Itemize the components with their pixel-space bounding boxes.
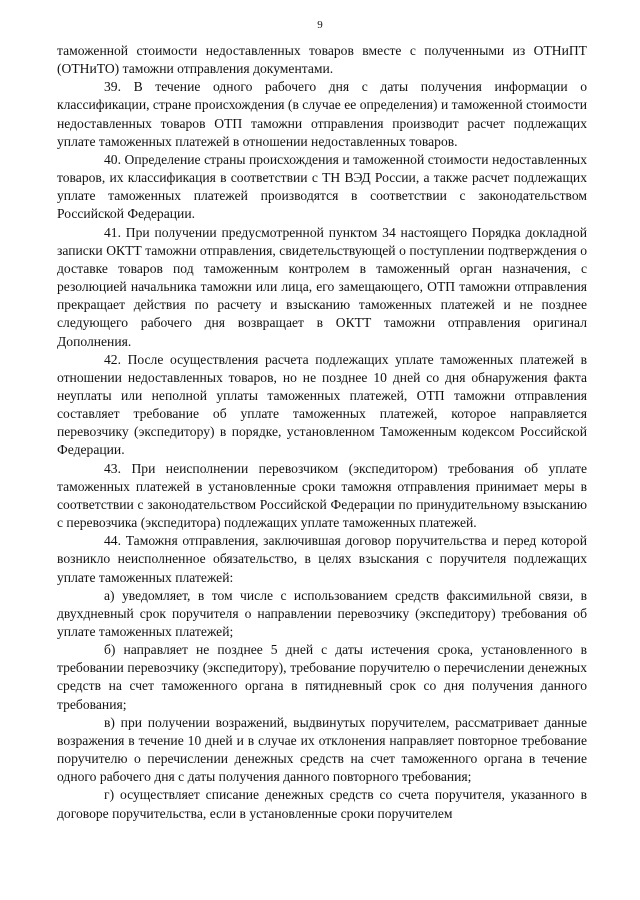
paragraph-continuation: таможенной стоимости недоставленных товаров вместе с полученными из ОТНиПТ (ОТНиТО) таможни отправления документами. bbox=[57, 43, 587, 77]
paragraph-43: 43. При неисполнении перевозчиком (экспедитором) требования об уплате таможенных платежей в установленные сроки таможня отправления принимает меры в соответствии с законодательством Российской Федерации по принудительному взысканию с перевозчика (экспедитора) подлежащих уплате таможенных платежей. bbox=[57, 460, 587, 531]
page-number: 9 bbox=[317, 19, 323, 31]
paragraph-41: 41. При получении предусмотренной пунктом 34 настоящего Порядка докладной записки ОКТТ таможни отправления, свидетельствующей о поступлении подтверждения о доставке товаров под таможенным контролем в таможенный орган назначения, с резолюцией начальника таможни или лица, его замещающего, ОТП таможни отправления прекращает действия по расчету и взысканию таможенных платежей и не позднее следующего рабочего дня возвращает в ОКТТ таможни отправления оригинал Дополнения. bbox=[57, 224, 587, 349]
paragraph-44-a: а) уведомляет, в том числе с использованием средств факсимильной связи, в двухдневный срок поручителя о направлении перевозчику (экспедитору) требования об уплате таможенных платежей; bbox=[57, 587, 587, 639]
paragraph-39: 39. В течение одного рабочего дня с даты получения информации о классификации, стране происхождения (в случае ее определения) и таможенной стоимости недоставленных товаров ОТП таможни отправления производит расчет подлежащих уплате таможенных платежей в отношении недоставленных товаров. bbox=[57, 79, 587, 149]
paragraph-44-b: б) направляет не позднее 5 дней с даты истечения срока, установленного в требовании перевозчику (экспедитору), требование поручителю о перечислении денежных средств на счет таможенного органа в пятидневный срок со дня получения данного требования; bbox=[57, 642, 587, 712]
paragraph-40: 40. Определение страны происхождения и таможенной стоимости недоставленных товаров, их классификация в соответствии с ТН ВЭД России, а также расчет подлежащих уплате таможенных платежей производятся в соответствии с законодательством Российской Федерации. bbox=[57, 151, 587, 222]
paragraph-44: 44. Таможня отправления, заключившая договор поручительства и перед которой возникло неисполненное обязательство, в целях взыскания с поручителя подлежащих уплате таможенных платежей: bbox=[57, 533, 587, 585]
document-body bbox=[57, 42, 587, 823]
paragraph-44-v: в) при получении возражений, выдвинутых поручителем, рассматривает данные возражения в течение 10 дней и в случае их отклонения направляет повторное требование поручителю о перечислении денежных средств на счет таможенного органа в течение одного рабочего дня с даты получения данного повторного требования; bbox=[57, 714, 587, 785]
paragraph-42: 42. После осуществления расчета подлежащих уплате таможенных платежей в отношении недоставленных товаров, но не позднее 10 дней со дня обнаружения факта неуплаты или неполной уплаты таможенных платежей, ОТП таможни отправления составляет требование об уплате таможенных платежей, которое направляется перевозчику (экспедитору) в порядке, установленном Таможенным кодексом Российской Федерации. bbox=[57, 351, 587, 458]
paragraph-44-g: г) осуществляет списание денежных средств со счета поручителя, указанного в договоре поручительства, если в установленные сроки поручителем bbox=[57, 787, 587, 821]
